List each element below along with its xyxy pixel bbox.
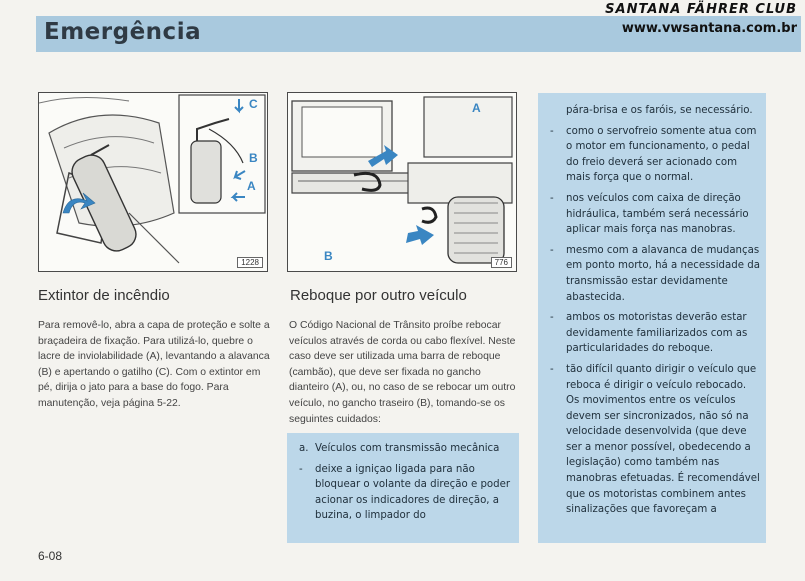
list-item-text: como o servofreio somente atua com o motor em funcionamento, o pedal do freio deverá ser acionado com mais força que o normal. <box>566 125 757 184</box>
fig-label-a: A <box>247 179 256 193</box>
figure-number: 1228 <box>237 257 263 268</box>
fig-label-a: A <box>472 101 481 115</box>
towing-paragraph: O Código Nacional de Trânsito proíbe rebocar veículos através de corda ou cabo flexível. Neste caso deve ser utilizada uma barra de reboque (cambão), que deve ser fixada no gancho dianteiro (A), ou, no caso de se rebocar um outro veículo, no gancho traseiro (B), tomando-se os seguintes cuidados: <box>289 320 516 425</box>
page-title: Emergência <box>44 19 202 45</box>
list-item <box>538 362 766 518</box>
extinguisher-illustration <box>39 93 267 271</box>
page-number: 6-08 <box>38 549 63 563</box>
continuation-text: pára-brisa e os faróis, se necessário. <box>566 105 753 116</box>
towing-notes-continued-box <box>538 93 766 543</box>
list-item-text: ambos os motoristas deverão estar devidamente familiarizados com as particularidades do reboque. <box>566 312 748 355</box>
list-marker: - <box>550 312 554 324</box>
list-marker: - <box>550 125 554 137</box>
club-url: www.vwsantana.com.br <box>621 21 797 36</box>
list-marker: - <box>550 244 554 256</box>
figure-number: 776 <box>491 257 512 268</box>
list-item-text: nos veículos com caixa de direção hidráulica, também será necessário aplicar mais força nas manobras. <box>566 192 749 236</box>
list-item-text: mesmo com a alavanca de mudanças em ponto morto, há a necessidade da transmissão estar devidamente abastecida. <box>566 244 760 303</box>
list-item-text: Veículos com transmissão mecânica <box>315 443 500 454</box>
list-item <box>538 310 766 357</box>
towing-notes-box <box>287 433 519 543</box>
tow-hook-illustration <box>288 93 516 271</box>
list-marker: - <box>550 363 554 375</box>
club-name: SANTANA FÄHRER CLUB <box>605 2 797 17</box>
extinguisher-heading: Extintor de incêndio <box>38 287 170 304</box>
fig-label-c: C <box>249 97 258 111</box>
list-item <box>538 124 766 186</box>
list-item <box>287 441 519 457</box>
extinguisher-figure <box>38 92 268 272</box>
list-marker: - <box>299 463 303 475</box>
list-item <box>287 462 519 524</box>
tow-hook-figure <box>287 92 517 272</box>
list-item-text: tão difícil quanto dirigir o veículo que reboca é dirigir o veículo rebocado. Os movimentos entre os veículos devem ser sincronizados, não só na velocidade desenvolvida (que deve ser a menor possível, obedecendo a legislação) como também nas manobras efetuadas. É recomendável que os motoristas combinem antes sinalizações que favoreçam a <box>566 363 760 516</box>
extinguisher-paragraph: Para removê-lo, abra a capa de proteção e solte a braçadeira de fixação. Para utilizá-lo, quebre o lacre de inviolabilidade (A), levantando a alavanca (B) e apertando o gatilho (C). Com o extintor em pé, dirija o jato para a base do fogo. Para manutenção, veja página 5-22. <box>38 320 270 409</box>
fig-label-b: B <box>249 151 258 165</box>
towing-heading: Reboque por outro veículo <box>290 287 467 304</box>
list-item <box>538 191 766 238</box>
list-item-text: deixe a igniçao ligada para não bloquear o volante da direção e poder acionar os indicadores de direção, a buzina, o limpador do <box>315 463 511 522</box>
list-marker: - <box>550 192 554 204</box>
list-item <box>538 243 766 305</box>
list-marker: a. <box>299 443 309 454</box>
fig-label-b: B <box>324 249 333 263</box>
